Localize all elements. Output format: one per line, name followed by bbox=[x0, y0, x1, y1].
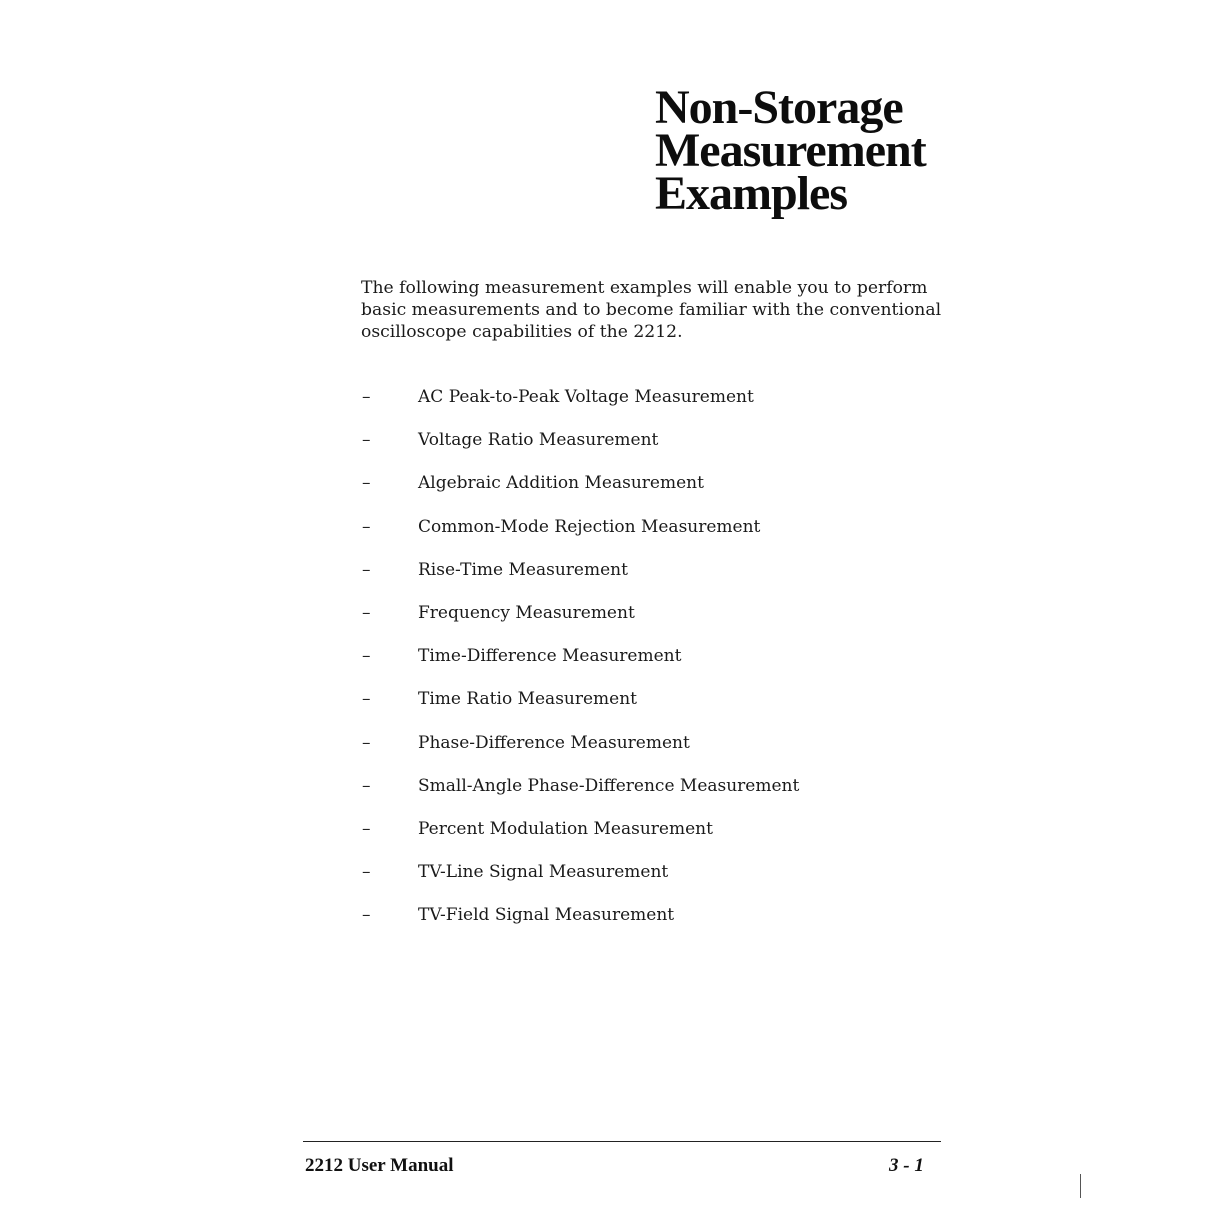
topic-label: Rise-Time Measurement bbox=[418, 559, 628, 580]
topic-label: AC Peak-to-Peak Voltage Measurement bbox=[418, 387, 754, 407]
intro-paragraph bbox=[361, 277, 961, 343]
topic-label: Frequency Measurement bbox=[418, 602, 635, 623]
topic-label: Time-Difference Measurement bbox=[418, 646, 682, 667]
topic-label: Percent Modulation Measurement bbox=[418, 818, 713, 839]
dash-bullet: – bbox=[362, 430, 371, 451]
topic-label: TV-Line Signal Measurement bbox=[418, 862, 669, 883]
dash-bullet: – bbox=[362, 646, 371, 667]
scan-edge-mark bbox=[1080, 1174, 1081, 1198]
page-title bbox=[655, 81, 926, 220]
dash-bullet: – bbox=[362, 516, 371, 537]
title-line: Non-Storage bbox=[655, 81, 903, 134]
dash-bullet: – bbox=[362, 732, 371, 753]
dash-bullet: – bbox=[362, 862, 371, 883]
footer-page-number: 3 - 1 bbox=[889, 1155, 924, 1176]
dash-bullet: – bbox=[362, 473, 371, 494]
footer-rule bbox=[303, 1141, 941, 1142]
intro-line: The following measurement examples will enable you to perform bbox=[361, 278, 928, 298]
footer-manual-name: 2212 User Manual bbox=[305, 1155, 454, 1176]
topic-label: Phase-Difference Measurement bbox=[418, 732, 690, 753]
title-line: Measurement bbox=[655, 124, 926, 177]
intro-line: oscilloscope capabilities of the 2212. bbox=[361, 322, 683, 342]
dash-bullet: – bbox=[362, 775, 371, 796]
dash-bullet: – bbox=[362, 689, 371, 710]
topic-label: Voltage Ratio Measurement bbox=[418, 430, 659, 451]
intro-line: basic measurements and to become familiar with the conventional bbox=[361, 300, 942, 320]
topic-label: Common-Mode Rejection Measurement bbox=[418, 516, 761, 537]
dash-bullet: – bbox=[362, 559, 371, 580]
dash-bullet: – bbox=[362, 387, 371, 407]
topic-label: Algebraic Addition Measurement bbox=[418, 473, 704, 494]
topic-label: Time Ratio Measurement bbox=[418, 689, 638, 710]
dash-bullet: – bbox=[362, 905, 371, 926]
topic-label: Small-Angle Phase-Difference Measurement bbox=[418, 775, 800, 796]
dash-bullet: – bbox=[362, 818, 371, 839]
dash-bullet: – bbox=[362, 602, 371, 623]
title-line: Examples bbox=[655, 167, 848, 220]
topic-label: TV-Field Signal Measurement bbox=[418, 905, 675, 926]
